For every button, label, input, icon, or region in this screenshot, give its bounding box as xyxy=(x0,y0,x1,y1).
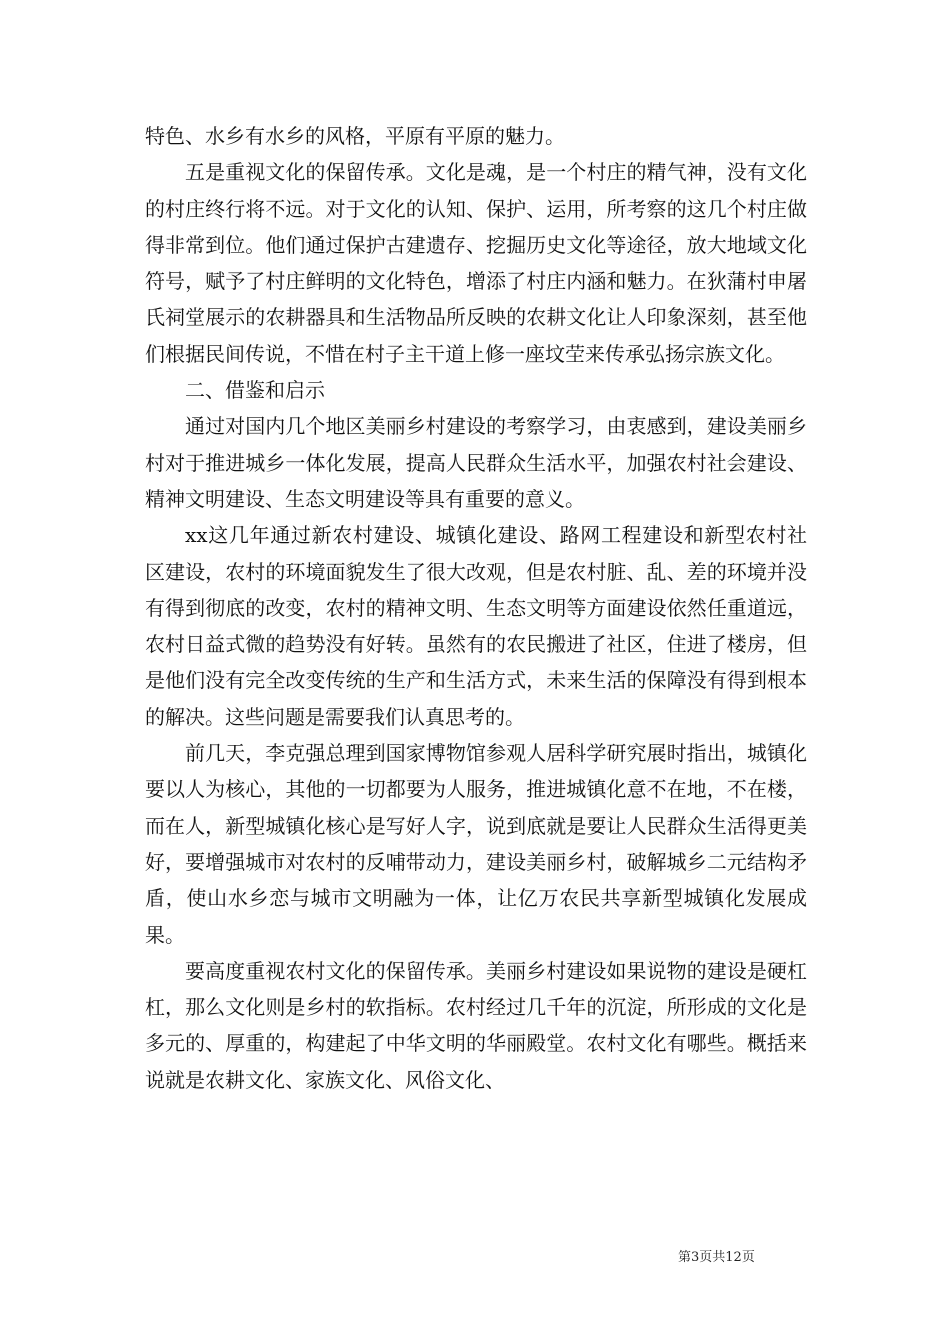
section-heading-lessons: 二、借鉴和启示 xyxy=(185,378,325,403)
page-number: 第3页共12页 xyxy=(678,1250,755,1265)
paragraph-culture-preservation: 五是重视文化的保留传承。文化是魂，是一个村庄的精气神，没有文化的村庄终行将不远。对于文化的认知、保护、运用，所考察的这几个村庄做得非常到位。他们通过保护古建遗存、挖掘历史文化等途径，放大地域文化符号，赋予了村庄鲜明的文化特色，增添了村庄内涵和魅力。在狄蒲村申屠氏祠堂展示的农耕器具和生活物品所反映的农耕文化让人印象深刻，甚至他们根据民间传说，不惜在村子主干道上修一座坟茔来传承弘扬宗族文化。 xyxy=(145,160,807,366)
document-body xyxy=(145,118,807,1098)
paragraph-premier-remarks: 前几天，李克强总理到国家博物馆参观人居科学研究展时指出，城镇化要以人为核心，其他的一切都要为人服务，推进城镇化意不在地，不在楼，而在人，新型城镇化核心是写好人字，说到底就是要让人民群众生活得更美好，要增强城市对农村的反哺带动力，建设美丽乡村，破解城乡二元结构矛盾，使山水乡恋与城市文明融为一体，让亿万农民共享新型城镇化发展成果。 xyxy=(145,741,807,947)
paragraph-study-findings: 通过对国内几个地区美丽乡村建设的考察学习，由衷感到，建设美丽乡村对于推进城乡一体化发展，提高人民群众生活水平，加强农村社会建设、精神文明建设、生态文明建设等具有重要的意义。 xyxy=(145,414,807,511)
paragraph-continued: 特色、水乡有水乡的风格，平原有平原的魅力。 xyxy=(145,124,565,148)
paragraph-local-situation: xx这几年通过新农村建设、城镇化建设、路网工程建设和新型农村社区建设，农村的环境面貌发生了很大改观，但是农村脏、乱、差的环境并没有得到彻底的改变，农村的精神文明、生态文明等方面建设依然任重道远，农村日益式微的趋势没有好转。虽然有的农民搬进了社区，住进了楼房，但是他们没有完全改变传统的生产和生活方式，未来生活的保障没有得到根本的解决。这些问题是需要我们认真思考的。 xyxy=(145,523,807,729)
paragraph-rural-culture: 要高度重视农村文化的保留传承。美丽乡村建设如果说物的建设是硬杠杠，那么文化则是乡村的软指标。农村经过几千年的沉淀，所形成的文化是多元的、厚重的，构建起了中华文明的华丽殿堂。农村文化有哪些。概括来说就是农耕文化、家族文化、风俗文化、 xyxy=(145,958,807,1092)
